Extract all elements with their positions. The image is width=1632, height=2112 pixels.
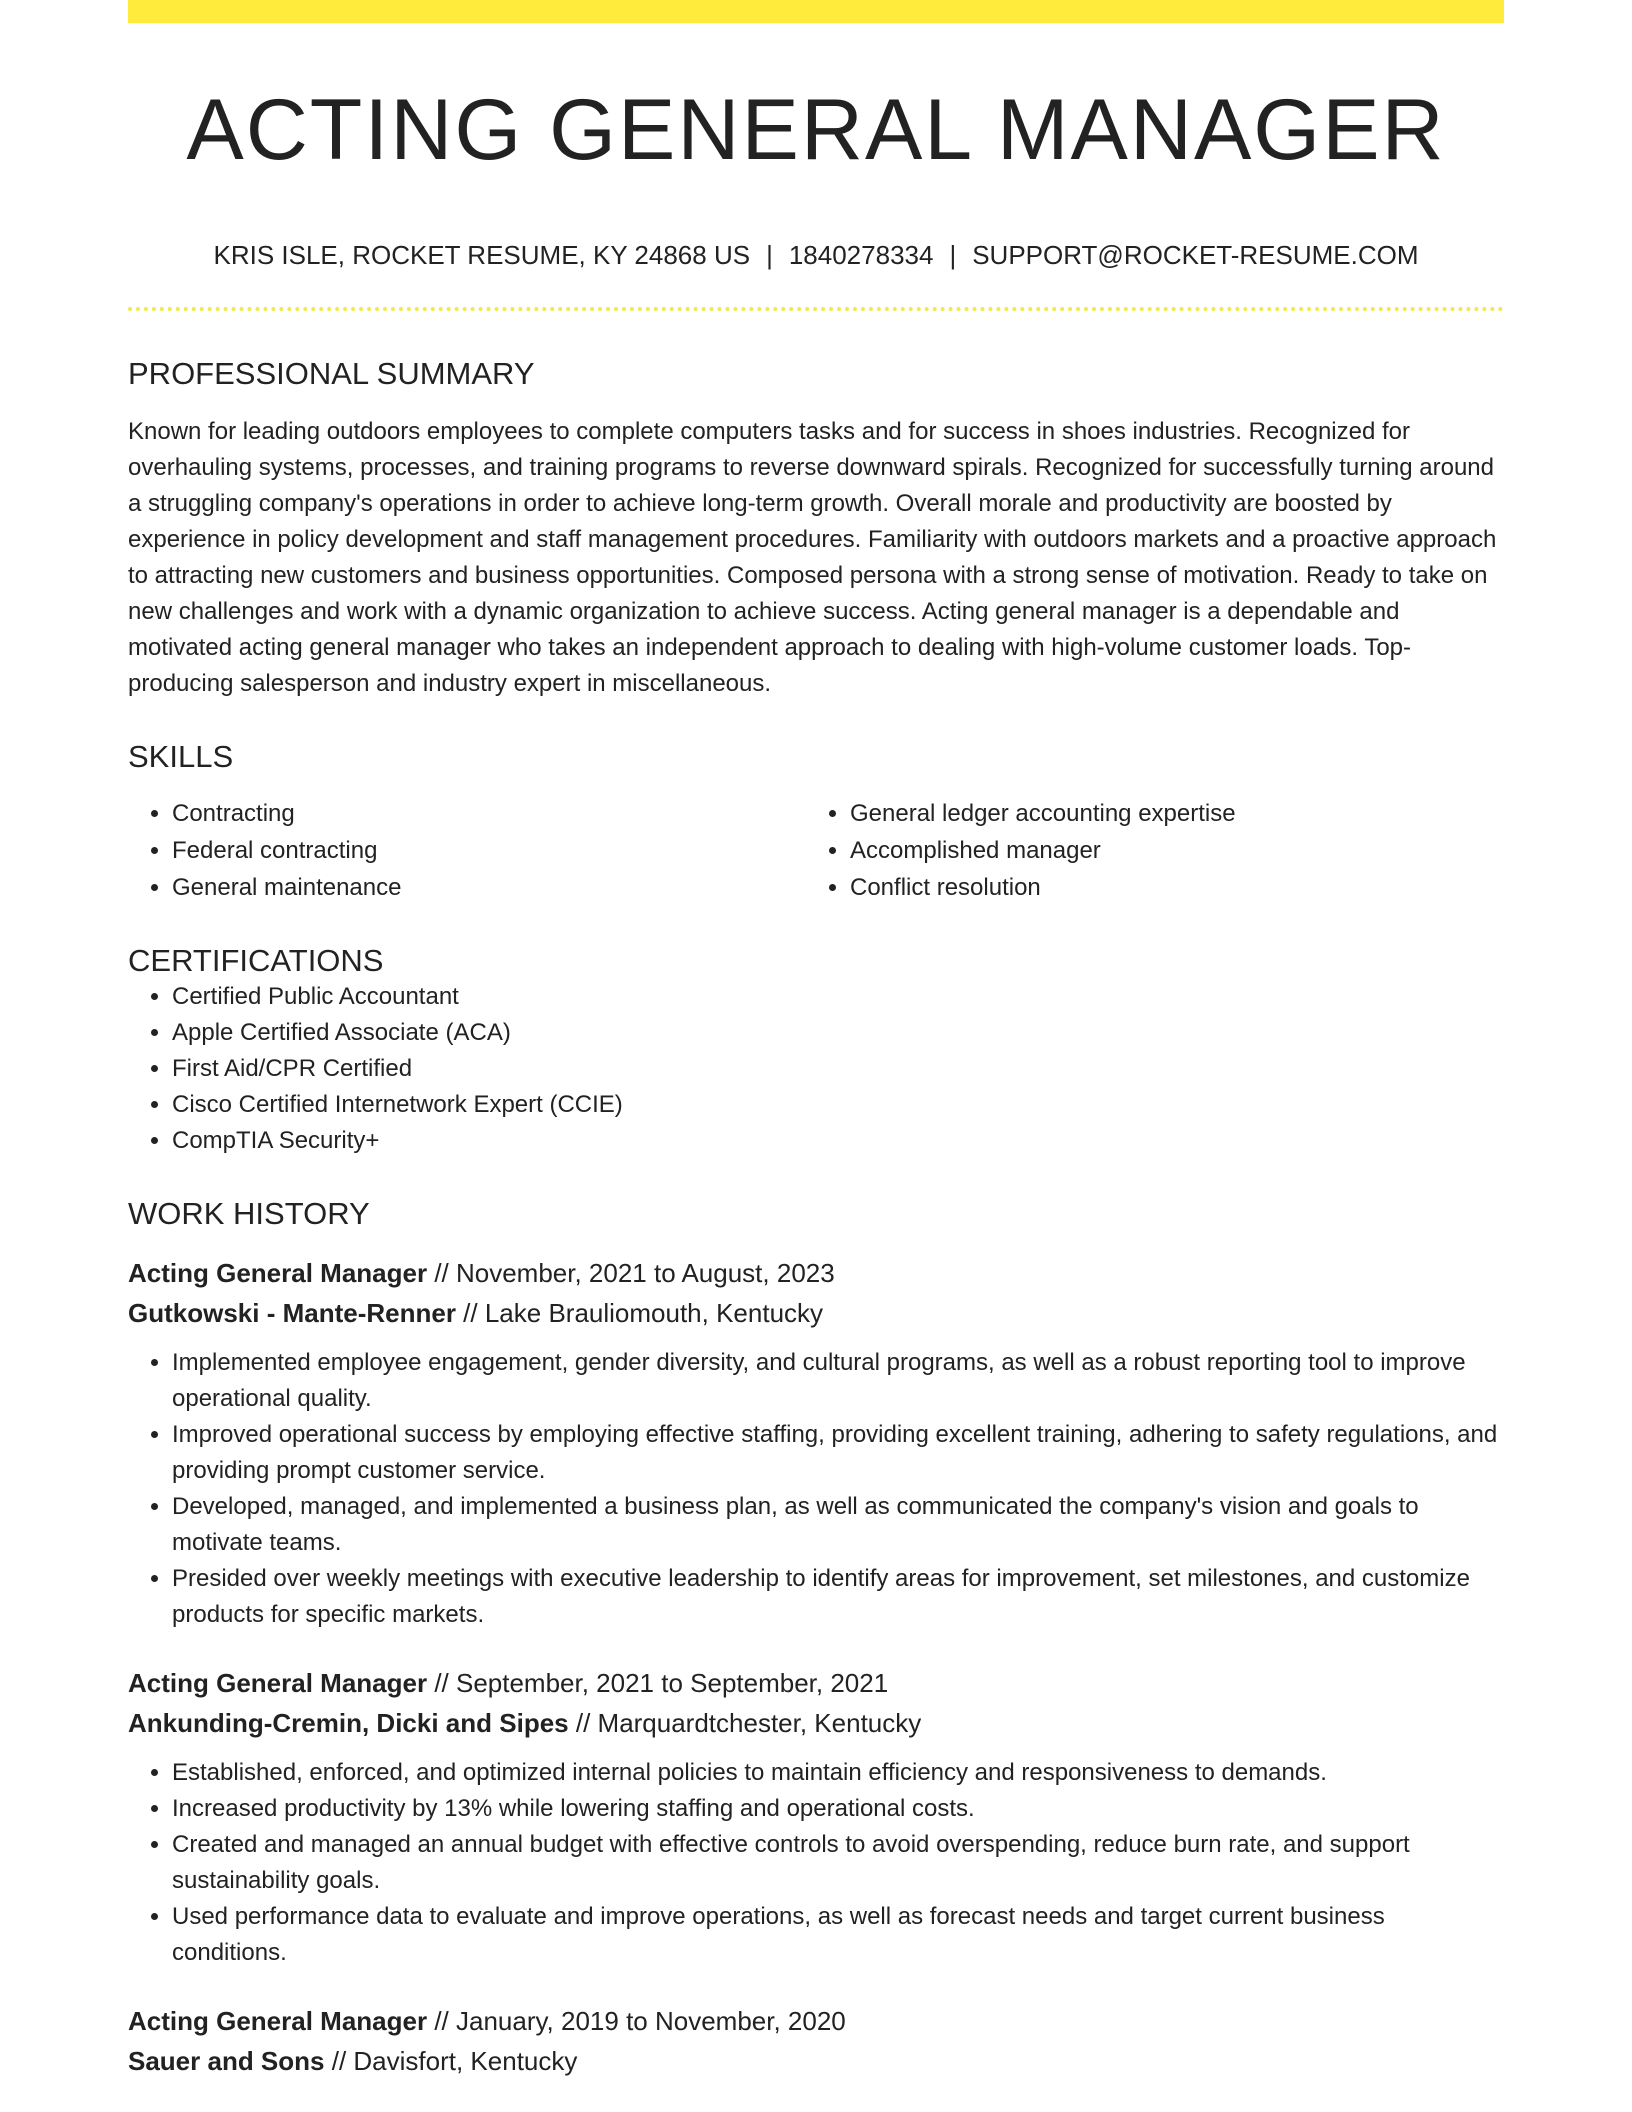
skill-item: • General maintenance [172,869,806,906]
contact-separator: | [766,239,773,270]
job-title-line [128,1663,1504,1703]
contact-line [128,240,1504,271]
dotted-divider [128,307,1504,311]
job-title: Acting General Manager [128,1257,428,1288]
certifications-heading: CERTIFICATIONS [128,943,384,979]
summary-heading: PROFESSIONAL SUMMARY [128,355,535,391]
contact-separator: | [949,239,957,270]
job-company: Ankunding-Cremin, Dicki and Sipes [128,1707,569,1738]
job-bullet: • Used performance data to evaluate and improve operations, as well as forecast needs and target current business conditions. [172,1899,1504,1971]
job-location: // Lake Brauliomouth, Kentucky [463,1297,824,1328]
job-entry [128,1253,1504,1633]
certification-item: • CompTIA Security+ [172,1123,1504,1159]
job-entry [128,1663,1504,1971]
skills-list-left [128,795,806,906]
page-title: ACTING GENERAL MANAGER [186,82,1446,178]
job-dates: // January, 2019 to November, 2020 [434,2005,846,2036]
certification-item: • Certified Public Accountant [172,979,1504,1015]
job-dates: // September, 2021 to September, 2021 [434,1667,889,1698]
skills-columns [128,795,1504,906]
job-company-line [128,1293,1504,1333]
skill-item: • General ledger accounting expertise [850,795,1484,832]
job-location: // Marquardtchester, Kentucky [575,1707,922,1738]
job-entry [128,2001,1504,2081]
certification-item: • First Aid/CPR Certified [172,1051,1504,1087]
contact-email: SUPPORT@ROCKET-RESUME.COM [972,239,1419,270]
job-title-line [128,1253,1504,1293]
contact-address: KRIS ISLE, ROCKET RESUME, KY 24868 US [213,239,751,270]
job-bullet: • Presided over weekly meetings with executive leadership to identify areas for improvement, set milestones, and customize products for specific markets. [172,1561,1504,1633]
job-bullets [128,1345,1504,1633]
skills-list-right [806,795,1484,906]
skill-item: • Conflict resolution [850,869,1484,906]
job-title: Acting General Manager [128,1667,428,1698]
certification-item: • Apple Certified Associate (ACA) [172,1015,1504,1051]
job-bullet: • Established, enforced, and optimized internal policies to maintain efficiency and responsiveness to demands. [172,1755,1504,1791]
job-title-line [128,2001,1504,2041]
skill-item: • Federal contracting [172,832,806,869]
certification-item: • Cisco Certified Internetwork Expert (CCIE) [172,1087,1504,1123]
skill-item: • Accomplished manager [850,832,1484,869]
job-dates: // November, 2021 to August, 2023 [434,1257,835,1288]
skill-item: • Contracting [172,795,806,832]
job-title: Acting General Manager [128,2005,428,2036]
contact-phone: 1840278334 [788,239,934,270]
job-bullets [128,1755,1504,1971]
certifications-list [128,979,1504,1159]
job-company-line [128,2041,1504,2081]
summary-text: Known for leading outdoors employees to complete computers tasks and for success in shoes industries. Recognized for overhauling systems, processes, and training programs to reverse downward spirals. Recognized for successfully turning around a struggling company's operations in order to achieve long-term growth. Overall morale and productivity are boosted by experience in policy development and staff management procedures. Familiarity with outdoors markets and a proactive approach to attracting new customers and business opportunities. Composed persona with a strong sense of motivation. Ready to take on new challenges and work with a dynamic organization to achieve success. Acting general manager is a dependable and motivated acting general manager who takes an independent approach to dealing with high-volume customer loads. Top-producing salesperson and industry expert in miscellaneous. [128,417,1497,697]
job-company: Sauer and Sons [128,2045,325,2076]
job-bullet: • Created and managed an annual budget with effective controls to avoid overspending, reduce burn rate, and support sustainability goals. [172,1827,1504,1899]
job-bullet: • Increased productivity by 13% while lowering staffing and operational costs. [172,1791,1504,1827]
accent-top-bar [128,0,1504,23]
job-bullet: • Implemented employee engagement, gender diversity, and cultural programs, as well as a robust reporting tool to improve operational quality. [172,1345,1504,1417]
work-history-heading: WORK HISTORY [128,1196,370,1232]
job-company: Gutkowski - Mante-Renner [128,1297,456,1328]
skills-heading: SKILLS [128,738,234,774]
job-bullet: • Developed, managed, and implemented a business plan, as well as communicated the company's vision and goals to motivate teams. [172,1489,1504,1561]
job-company-line [128,1703,1504,1743]
job-bullet: • Improved operational success by employing effective staffing, providing excellent training, adhering to safety regulations, and providing prompt customer service. [172,1417,1504,1489]
job-location: // Davisfort, Kentucky [331,2045,578,2076]
resume-page [128,0,1504,2081]
